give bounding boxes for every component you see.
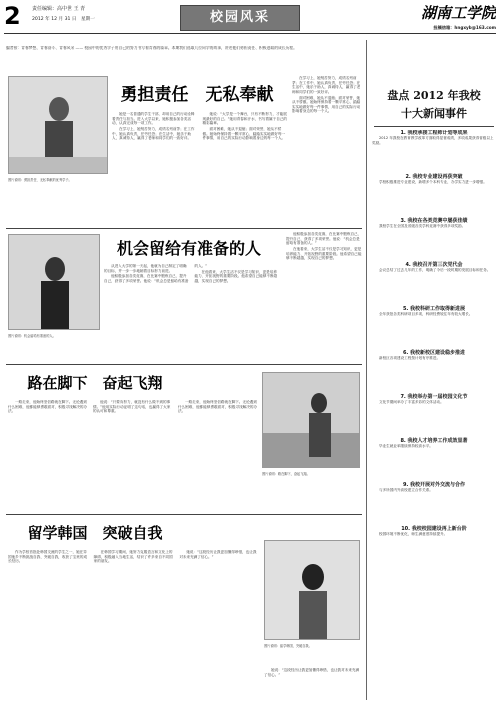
sidebar-event-title: 10. 我校校园建设再上新台阶	[401, 526, 467, 532]
sidebar-event-title: 6. 我校新校区建设稳步推进	[402, 350, 466, 356]
sidebar-event	[372, 350, 496, 392]
article-1-body	[112, 112, 288, 224]
article-4-paragraph: 她说：“这段经历让我更加懂得珍惜，也让我对未来充满了信心。”	[179, 550, 257, 559]
sidebar-event-title: 5. 我校科研工作取得新进展	[402, 306, 466, 312]
article-2-paragraph: 他积极参加各类竞赛，在比赛中锻炼自己、提升自己，获得了多项荣誉。他说：“机会总是留给有准备的人。”	[104, 264, 208, 283]
section-banner	[180, 5, 300, 31]
article-2-caption: 图片说明：机会留给有准备的人。	[8, 334, 56, 338]
article-2-body	[104, 264, 280, 360]
article-1-title: 勇担责任 无私奉献	[120, 85, 274, 105]
article-3-paragraph: 他说：“只要肯努力，就没有什么做不到的事情。”他用实际行动证明了这句话，也赢得了大家的认可和尊重。	[93, 400, 171, 414]
article-1-caption: 图片说明：勇担责任、无私奉献的优秀学子。	[8, 178, 72, 182]
sidebar-event-text: 我校学生在全国及省级各类学科竞赛中获得多项奖励。	[379, 224, 466, 228]
article-1-paragraph: 她是一名普通的学生干部，却用自己的行动诠释着责任与担当。进入大学以来，她积极参加各类活动，认真完成每一项工作。	[112, 112, 195, 126]
article-4-paragraph: 作为学校首批赴韩国交流的学生之一，她在异国他乡不断挑战自我、突破自我，收获了宝贵的成长经历。	[8, 550, 88, 564]
article-3-title: 路在脚下 奋起飞翔	[27, 374, 163, 392]
article-3-paragraph: 一路走来，他始终坚信路就在脚下。无论遇到什么困难，他都能够勇敢面对，积极寻找解决的办法。	[8, 400, 88, 414]
sidebar-event	[372, 394, 496, 436]
sidebar-event-text: 与多所国内外高校建立合作关系。	[379, 488, 433, 492]
article-4-body-cont	[264, 668, 360, 698]
article-4-paragraph: 在韩国学习期间，她努力克服语言和文化上的障碍，积极融入当地生活，结识了许多来自不同国家的朋友。	[93, 550, 173, 564]
sidebar-title-line1: 盘点 2012 年我校	[387, 89, 481, 102]
date-line: 2012 年 12 月 31 日 星期一	[32, 17, 95, 22]
sidebar-event-text: 会议总结了过去几年的工作，明确了今后一段时期的发展目标和任务。	[379, 268, 491, 272]
sidebar-event	[372, 262, 496, 304]
sidebar-event-list	[372, 130, 496, 696]
section-banner-title: 校园风采	[209, 10, 270, 25]
article-2-paragraph: 在他看来，大学生活不仅是学习知识，更是培养能力、开拓视野的重要阶段。他希望自己能够不断超越，实现自己的梦想。	[286, 246, 362, 261]
article-4-title: 留学韩国 突破自我	[27, 524, 163, 542]
masthead: 湖南工学院	[420, 4, 496, 22]
article-2-photo	[8, 234, 100, 330]
sidebar-event-text: 毕业生就业率继续保持较高水平。	[379, 444, 433, 448]
article-2-paragraph: 他积极参加各类竞赛，在比赛中锻炼自己、提升自己，获得了多项荣誉。他说：“机会总是留给有准备的人。”	[286, 232, 362, 246]
article-3-caption: 图片说明：路在脚下，奋起飞翔。	[262, 472, 310, 476]
sidebar-event-text: 全年获批各类科研项目多项，科研经费较往年有较大增长。	[379, 312, 473, 316]
article-1-paragraph: 面对困难，她从不退缩；面对荣誉，她从不骄傲。她始终保持着一颗平常心，踏踏实实地做好每一件事情，用自己的实际行动影响着身边的每一个人。	[202, 126, 286, 141]
sidebar-event	[372, 306, 496, 348]
intro-text: 编者按：青春梦想、青春奋斗、青春风采 —— 校园中的优秀学子用自己的努力书写着青春的篇章。本期我们选取几位同学的故事，讲述他们勇担责任、积极进取的成长历程。	[6, 46, 297, 50]
header-rule	[4, 33, 496, 34]
portrait-placeholder-icon	[9, 235, 100, 330]
page-number: 2	[4, 3, 21, 29]
contact-line: 投稿信箱：hngxyb@163.com	[433, 25, 496, 30]
article-1-paragraph: 在学习上，她刻苦努力，成绩名列前茅；在工作中，她认真负责，任劳任怨；在生活中，她乐于助人，真诚待人，赢得了老师和同学们的一致好评。	[112, 126, 195, 141]
sidebar-event	[372, 130, 496, 172]
sidebar-event-text: 新校区各项建设工程按计划有序推进。	[379, 356, 441, 360]
sidebar-rule	[374, 126, 494, 127]
article-1-paragraph: 她说：“大学是一个舞台，只有不断努力，才能展现最好的自己。”她用青春和汗水，书写着属于自己的精彩篇章。	[202, 112, 288, 126]
article-divider	[6, 514, 362, 515]
article-2-title: 机会留给有准备的人	[116, 239, 261, 258]
sidebar-event-title: 2. 我校专业建设再获突破	[405, 174, 463, 180]
sidebar-event	[372, 174, 496, 216]
article-4-photo	[264, 540, 360, 640]
article-1-paragraph: 在学习上，她刻苦努力，成绩名列前茅；在工作中，她认真负责，任劳任怨；在生活中，她乐于助人，真诚待人，赢得了老师和同学们的一致好评。	[292, 76, 361, 94]
sidebar-event-title: 7. 我校举办第一届校园文化节	[400, 394, 468, 400]
sidebar-event-title: 8. 我校人才培养工作成效显著	[400, 438, 468, 444]
article-divider	[6, 228, 362, 229]
article-divider	[6, 364, 362, 365]
sidebar-title-line2: 十大新闻事件	[401, 107, 467, 120]
article-2-body-cont	[286, 232, 362, 362]
page-header	[0, 0, 500, 40]
sidebar-event-text: 文化节期间举办了丰富多彩的文体活动。	[379, 400, 444, 404]
article-4-body	[8, 550, 260, 696]
column-divider	[366, 40, 367, 700]
sidebar-event-title: 9. 我校开展对外交流与合作	[402, 482, 466, 488]
article-3-paragraph: 一路走来，他始终坚信路就在脚下。无论遇到什么困难，他都能够勇敢面对，积极寻找解决的办法。	[178, 400, 258, 414]
sidebar-event-text: 学校积极推进专业建设，新增多个本科专业，办学实力进一步增强。	[379, 180, 487, 184]
sidebar	[370, 40, 498, 700]
sidebar-event-title: 1. 我校承接工程师计划等成果	[400, 130, 468, 136]
sidebar-event-title: 3. 我校在各类竞赛中屡获佳绩	[400, 218, 468, 224]
portrait-placeholder-icon	[263, 373, 360, 468]
article-1-photo	[8, 76, 108, 174]
sidebar-event-text: 2012 年我校在教育教学改革方面取得显著成绩，多项成果获得省级以上奖励。	[372, 136, 494, 145]
sidebar-event	[372, 482, 496, 524]
article-2-paragraph: 从进入大学的第一天起，他就为自己制定了明确的目标，并一步一步地朝着目标努力前进。	[104, 264, 187, 273]
sidebar-event-text: 校园环境不断优化，师生满意度持续提升。	[379, 532, 448, 536]
article-4-paragraph: 她说：“这段经历让我更加懂得珍惜，也让我对未来充满了信心。”	[264, 668, 360, 677]
sidebar-event	[372, 526, 496, 568]
article-1-body-cont	[292, 76, 362, 226]
portrait-placeholder-icon	[9, 77, 108, 174]
article-2-paragraph: 在他看来，大学生活不仅是学习知识，更是培养能力、开拓视野的重要阶段。他希望自己能够不断超越，实现自己的梦想。	[194, 269, 278, 283]
article-1-paragraph: 面对困难，她从不退缩；面对荣誉，她从不骄傲。她始终保持着一颗平常心，踏踏实实地做好每一件事情，用自己的实际行动影响着身边的每一个人。	[292, 95, 361, 114]
sidebar-event	[372, 218, 496, 260]
editors-line: 责任编辑：高中世 王 青	[32, 6, 86, 12]
article-3-body	[8, 400, 258, 512]
sidebar-event	[372, 438, 496, 480]
portrait-placeholder-icon	[265, 541, 360, 640]
article-3-photo	[262, 372, 360, 468]
sidebar-event-title: 4. 我校召开第三次党代会	[405, 262, 463, 268]
article-4-caption: 图片说明：留学韩国，突破自我。	[264, 644, 312, 648]
